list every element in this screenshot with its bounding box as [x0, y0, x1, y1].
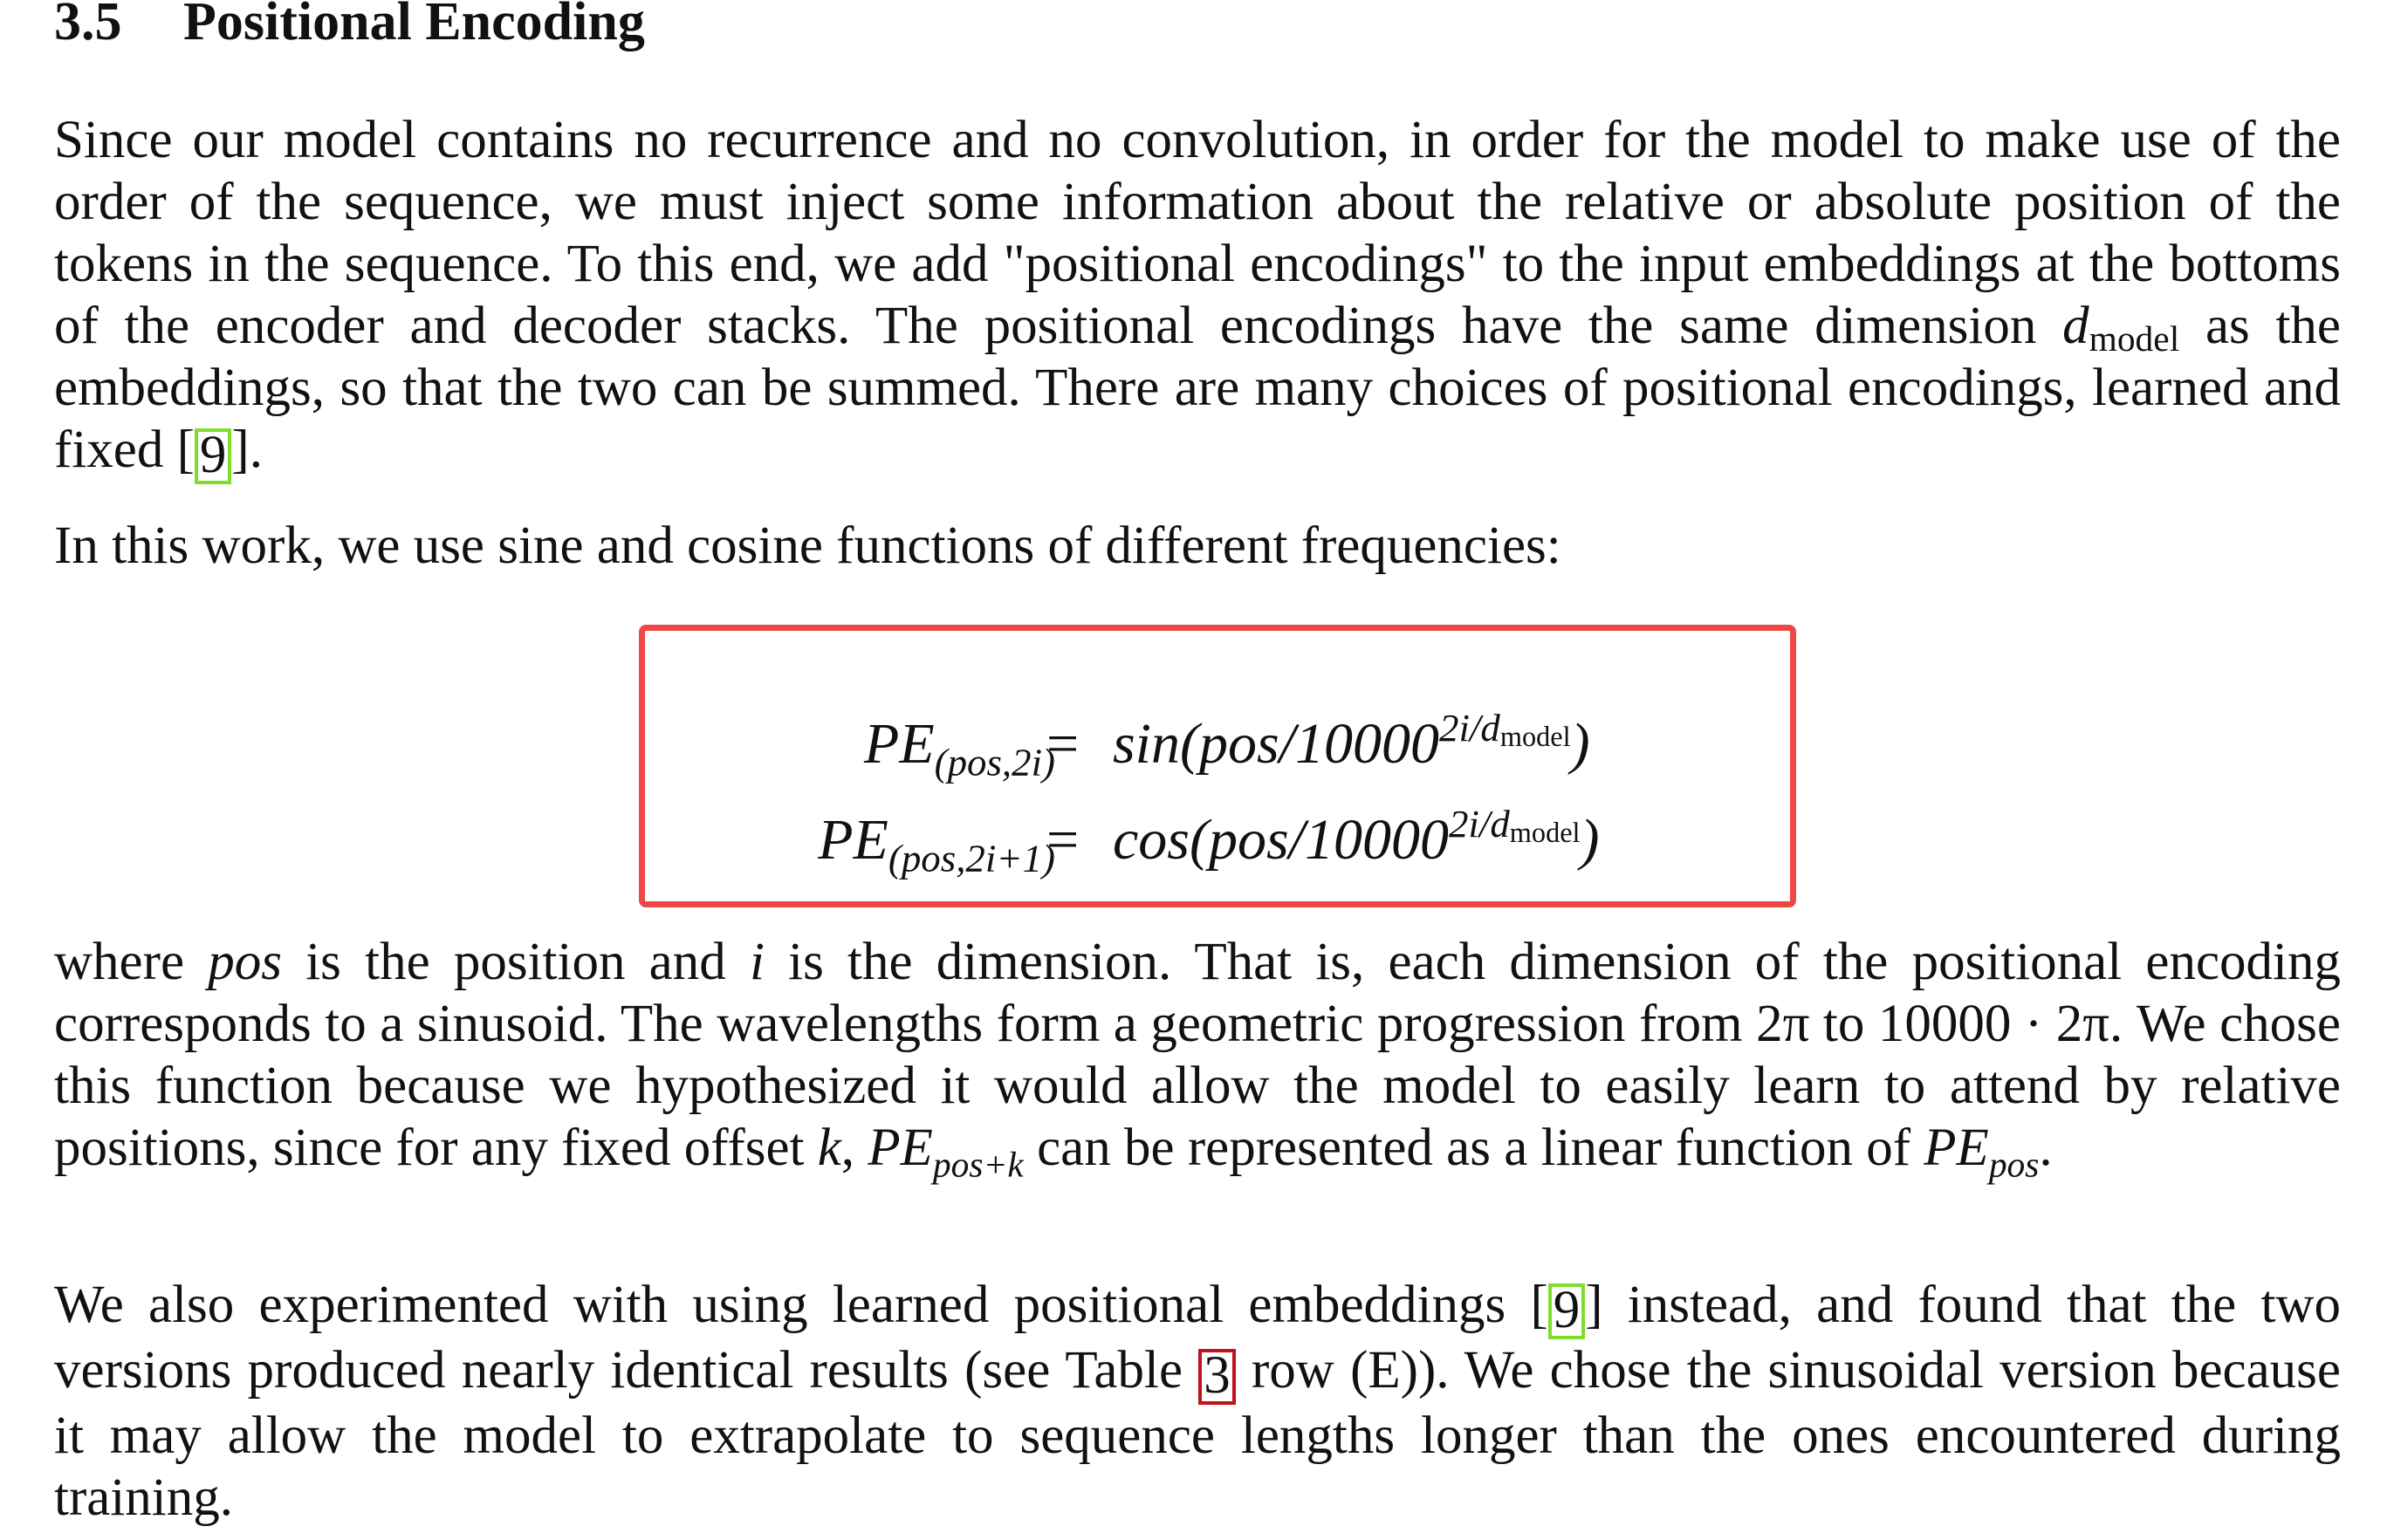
eq1-rhs	[1113, 706, 1590, 777]
eq2-rhs	[1113, 802, 1600, 873]
equation-highlight-box	[639, 625, 1796, 907]
pe-pos-k-symbol	[868, 1119, 1024, 1185]
p4-text-1: We also experimented with using learned positional embeddings [	[54, 1276, 1548, 1334]
paragraph-1	[54, 109, 2341, 484]
paragraph-3	[54, 931, 2342, 1185]
p3-text-1: where	[54, 933, 209, 991]
eq2-exponent-text: 2i/d	[1448, 802, 1510, 846]
eq1-subscript: (pos,2i)	[934, 740, 1055, 784]
eq2-subscript: (pos,2i+1)	[888, 836, 1055, 880]
eq2-exponent	[1448, 802, 1581, 849]
eq2-pe: PE	[818, 808, 888, 872]
p1-text-c: ].	[231, 421, 263, 479]
pe-pos-symbol	[1924, 1119, 2040, 1185]
eq2-rhs-pre: cos(pos/10000	[1113, 808, 1449, 872]
p3-text-2: is the position and	[282, 933, 750, 991]
eq1-rhs-pre: sin(pos/10000	[1113, 712, 1440, 776]
p3-text-5: . We chose this function because we hypothesized it would allow the model to easily learn to attend by relative positions, since for any fixed offset	[54, 995, 2341, 1177]
eq1-exponent	[1439, 706, 1571, 753]
paragraph-4	[54, 1274, 2341, 1529]
d-symbol: d	[2062, 297, 2089, 355]
pos-symbol: pos	[208, 933, 282, 991]
i-symbol: i	[749, 933, 765, 991]
section-number: 3.5	[54, 0, 122, 51]
max-wavelength-expression: 10000 · 2π	[1877, 995, 2110, 1053]
d-model-symbol	[2062, 297, 2180, 359]
pe-pos-k-subscript: pos+k	[932, 1144, 1024, 1185]
eq1-exponent-subscript: model	[1499, 721, 1571, 753]
eq2-exponent-subscript: model	[1509, 817, 1581, 849]
pe-pos-k-base: PE	[868, 1119, 933, 1177]
k-symbol: k	[817, 1119, 841, 1177]
p4-text-2: ] instead, and found that the two versions produced nearly identical results (see Table	[54, 1276, 2341, 1400]
p3-text-6: ,	[840, 1119, 868, 1177]
eq1-exponent-text: 2i/d	[1439, 706, 1500, 750]
eq2-lhs	[818, 807, 1055, 880]
eq1-equals: =	[1046, 712, 1080, 776]
section-title: Positional Encoding	[183, 0, 645, 51]
section-heading	[54, 0, 645, 53]
citation-link-9-second[interactable]: 9	[1548, 1283, 1586, 1339]
paragraph-2	[54, 515, 2341, 577]
p4-text-3: row (E)). We chose the sinusoidal version because it may allow the model to extrapolate to sequence lengths longer than the ones encountered during training.	[54, 1341, 2341, 1527]
d-model-subscript: model	[2089, 318, 2180, 359]
p1-text-a: Since our model contains no recurrence and no convolution, in order for the model to make use of the order of the sequence, we must inject some information about the relative or absolute position of the tokens in the sequence. To this end, we add "positional encodings" to the input embeddings at the bottoms of the encoder and decoder stacks. The positional encodings have the same dimension	[54, 111, 2341, 355]
pe-pos-base: PE	[1924, 1119, 1989, 1177]
pe-pos-subscript: pos	[1988, 1144, 2040, 1185]
two-pi-expression: 2π	[1756, 995, 1810, 1053]
citation-link-9[interactable]: 9	[195, 428, 232, 484]
eq1-rhs-post: )	[1570, 712, 1590, 776]
p3-text-8: .	[2039, 1119, 2053, 1177]
eq1-lhs	[864, 711, 1055, 784]
eq1-pe: PE	[864, 712, 935, 776]
p3-text-7: can be represented as a linear function of	[1023, 1119, 1924, 1177]
table-reference-link-3[interactable]: 3	[1198, 1349, 1236, 1405]
eq2-rhs-post: )	[1580, 808, 1600, 872]
p2-text: In this work, we use sine and cosine functions of different frequencies:	[54, 517, 1561, 575]
eq2-equals: =	[1046, 808, 1080, 872]
p3-text-4: to	[1809, 995, 1878, 1053]
p1-text-b: as the embeddings, so that the two can be summed. There are many choices of positional encodings, learned and fixed [	[54, 297, 2342, 479]
p3-text-3: is the dimension. That is, each dimension of the positional encoding corresponds to a sinusoid. The wavelengths form a geometric progression from	[54, 933, 2342, 1053]
